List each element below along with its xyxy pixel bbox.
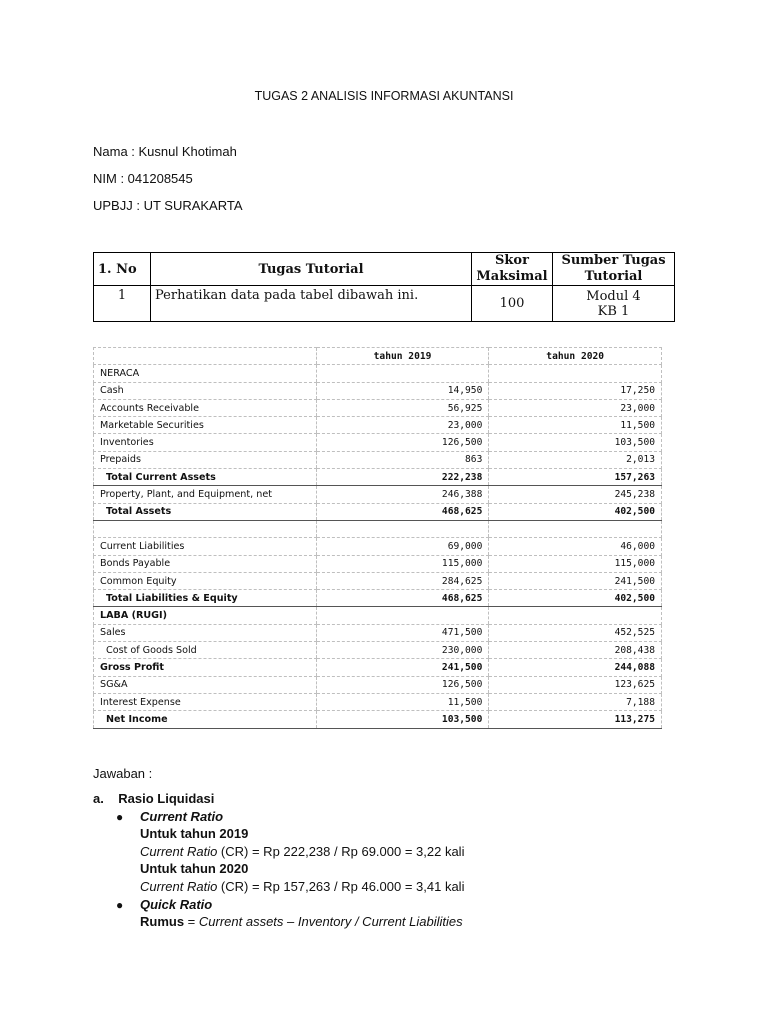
financial-value-2019: 471,500 — [316, 624, 489, 641]
financial-value-2019: 126,500 — [316, 434, 489, 451]
financial-row-label: Prepaids — [94, 451, 317, 468]
financial-row-label: Property, Plant, and Equipment, net — [94, 486, 317, 503]
financial-value-2019: 56,925 — [316, 399, 489, 416]
header-2020: tahun 2020 — [489, 348, 662, 365]
student-nim: NIM : 041208545 — [93, 171, 193, 186]
financial-row — [94, 503, 662, 520]
financial-value-2019: 246,388 — [316, 486, 489, 503]
answer-heading: Jawaban : — [93, 766, 153, 781]
financial-value-2020: 113,275 — [489, 711, 662, 728]
financial-value-2019: 468,625 — [316, 590, 489, 607]
financial-row-label: Interest Expense — [94, 693, 317, 710]
financial-row — [94, 572, 662, 589]
financial-row-label: Common Equity — [94, 572, 317, 589]
financial-value-2020: 241,500 — [489, 572, 662, 589]
quick-ratio-title: Quick Ratio — [140, 897, 213, 912]
year-2019-label: Untuk tahun 2019 — [140, 826, 249, 841]
financial-row-label: SG&A — [94, 676, 317, 693]
financial-value-2020: 245,238 — [489, 486, 662, 503]
financial-row — [94, 642, 662, 659]
financial-value-2019 — [316, 365, 489, 382]
financial-value-2020: 208,438 — [489, 642, 662, 659]
financial-table — [93, 347, 662, 729]
financial-value-2020: 2,013 — [489, 451, 662, 468]
year-2020-label: Untuk tahun 2020 — [140, 861, 249, 876]
cr-2020-rest: (CR) = Rp 157,263 / Rp 46.000 = 3,41 kali — [217, 879, 465, 894]
financial-value-2019: 468,625 — [316, 503, 489, 520]
header-no: 1. No — [94, 253, 151, 286]
financial-value-2020: 115,000 — [489, 555, 662, 572]
financial-value-2020: 157,263 — [489, 469, 662, 486]
document-title: TUGAS 2 ANALISIS INFORMASI AKUNTANSI — [254, 89, 514, 103]
financial-value-2020 — [489, 365, 662, 382]
financial-row-label: NERACA — [94, 365, 317, 382]
financial-value-2020: 244,088 — [489, 659, 662, 676]
financial-row — [94, 538, 662, 555]
header-source: Sumber Tugas Tutorial — [553, 253, 675, 286]
financial-value-2019 — [316, 520, 489, 537]
financial-header-blank — [94, 348, 317, 365]
financial-row-label: Bonds Payable — [94, 555, 317, 572]
financial-row-label: Current Liabilities — [94, 538, 317, 555]
tutorial-table-row — [94, 286, 675, 322]
financial-row — [94, 711, 662, 728]
rumus-label: Rumus — [140, 914, 185, 929]
rumus-eq: = — [184, 914, 199, 929]
student-name: Nama : Kusnul Khotimah — [93, 144, 237, 159]
financial-row-label: Total Assets — [94, 503, 317, 520]
financial-header-row — [94, 348, 662, 365]
financial-value-2020: 402,500 — [489, 590, 662, 607]
financial-value-2020 — [489, 607, 662, 624]
student-upbjj: UPBJJ : UT SURAKARTA — [93, 198, 243, 213]
row-score: 100 — [472, 286, 553, 322]
financial-row-label: Accounts Receivable — [94, 399, 317, 416]
financial-row-label: Cash — [94, 382, 317, 399]
financial-row-label: Total Liabilities & Equity — [94, 590, 317, 607]
header-2019: tahun 2019 — [316, 348, 489, 365]
financial-row — [94, 624, 662, 641]
cr-2019-italic: Current Ratio — [140, 844, 218, 859]
cr-2020-formula — [140, 879, 464, 894]
financial-row — [94, 382, 662, 399]
financial-value-2019: 69,000 — [316, 538, 489, 555]
financial-value-2019: 126,500 — [316, 676, 489, 693]
row-source-line2: KB 1 — [597, 303, 630, 319]
financial-row — [94, 417, 662, 434]
financial-row — [94, 434, 662, 451]
financial-value-2019: 14,950 — [316, 382, 489, 399]
financial-row-label: LABA (RUGI) — [94, 607, 317, 624]
financial-row-label: Inventories — [94, 434, 317, 451]
financial-row-label: Total Current Assets — [94, 469, 317, 486]
financial-value-2020: 23,000 — [489, 399, 662, 416]
row-task: Perhatikan data pada tabel dibawah ini. — [151, 286, 472, 322]
financial-value-2020: 452,525 — [489, 624, 662, 641]
financial-row — [94, 693, 662, 710]
financial-value-2019: 11,500 — [316, 693, 489, 710]
bullet-icon: ● — [116, 810, 124, 824]
financial-row — [94, 399, 662, 416]
cr-2020-italic: Current Ratio — [140, 879, 218, 894]
row-no: 1 — [94, 286, 151, 322]
financial-row-label: Net Income — [94, 711, 317, 728]
financial-row — [94, 486, 662, 503]
financial-value-2019: 863 — [316, 451, 489, 468]
row-source-line1: Modul 4 — [586, 288, 641, 304]
financial-value-2020: 11,500 — [489, 417, 662, 434]
financial-row — [94, 451, 662, 468]
financial-value-2020: 103,500 — [489, 434, 662, 451]
quick-ratio-formula — [140, 914, 463, 929]
financial-row-label: Sales — [94, 624, 317, 641]
tutorial-table-header-row — [94, 253, 675, 286]
row-source — [553, 286, 675, 322]
financial-value-2019: 230,000 — [316, 642, 489, 659]
financial-value-2019: 23,000 — [316, 417, 489, 434]
header-task: Tugas Tutorial — [151, 253, 472, 286]
financial-row — [94, 590, 662, 607]
financial-row — [94, 555, 662, 572]
financial-value-2020: 123,625 — [489, 676, 662, 693]
financial-row — [94, 676, 662, 693]
financial-row-label: Marketable Securities — [94, 417, 317, 434]
financial-row — [94, 607, 662, 624]
financial-row-label — [94, 520, 317, 537]
financial-value-2019: 115,000 — [316, 555, 489, 572]
financial-value-2019: 284,625 — [316, 572, 489, 589]
financial-value-2020: 402,500 — [489, 503, 662, 520]
tutorial-table — [93, 252, 675, 322]
financial-row — [94, 365, 662, 382]
financial-value-2020 — [489, 520, 662, 537]
financial-value-2019: 222,238 — [316, 469, 489, 486]
financial-row-label: Cost of Goods Sold — [94, 642, 317, 659]
financial-value-2020: 17,250 — [489, 382, 662, 399]
financial-row — [94, 520, 662, 537]
bullet-icon: ● — [116, 898, 124, 912]
financial-row — [94, 659, 662, 676]
financial-value-2019: 103,500 — [316, 711, 489, 728]
financial-value-2020: 46,000 — [489, 538, 662, 555]
financial-value-2019: 241,500 — [316, 659, 489, 676]
rumus-formula: Current assets – Inventory / Current Liabilities — [198, 914, 463, 929]
financial-value-2020: 7,188 — [489, 693, 662, 710]
header-score: Skor Maksimal — [472, 253, 553, 286]
cr-2019-formula — [140, 844, 464, 859]
financial-value-2019 — [316, 607, 489, 624]
financial-row — [94, 469, 662, 486]
section-a-heading: a. Rasio Liquidasi — [93, 791, 215, 806]
cr-2019-rest: (CR) = Rp 222,238 / Rp 69.000 = 3,22 kali — [217, 844, 465, 859]
financial-row-label: Gross Profit — [94, 659, 317, 676]
current-ratio-title: Current Ratio — [140, 809, 224, 824]
